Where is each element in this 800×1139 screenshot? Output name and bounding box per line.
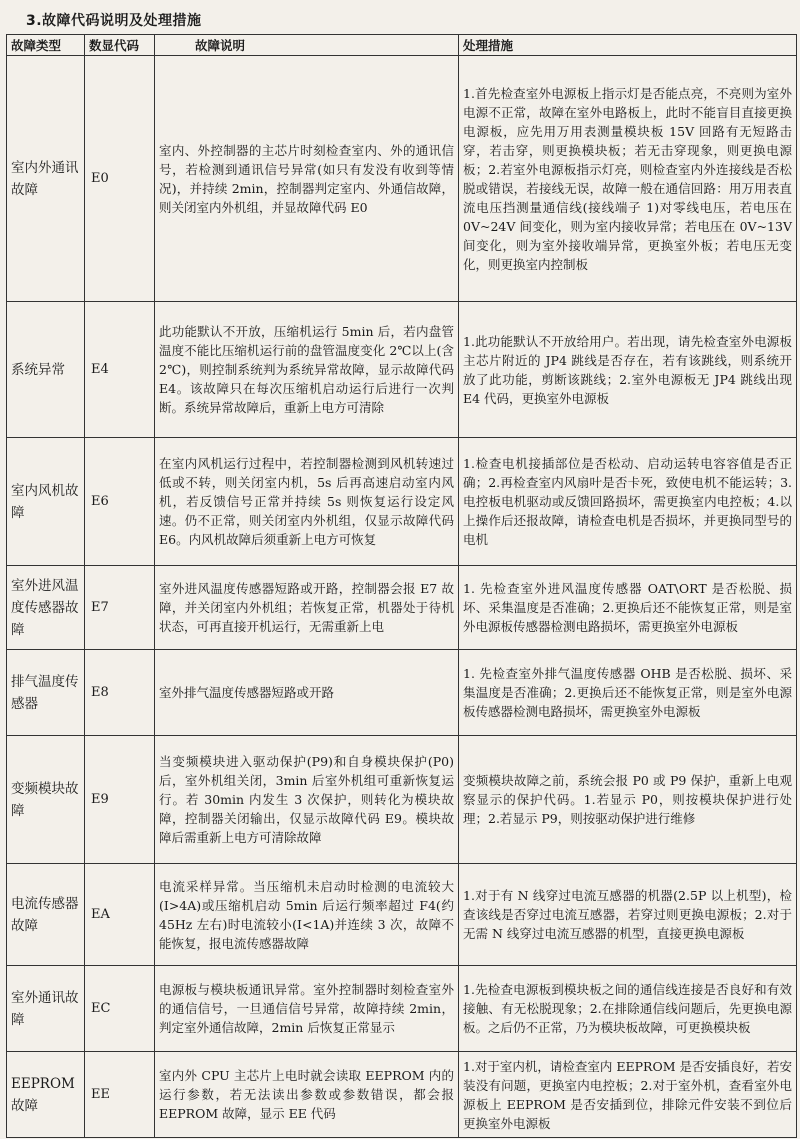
table-row [7, 438, 797, 566]
fault-code-cell: E6 [85, 438, 155, 566]
table-header-row [7, 35, 797, 56]
table-row [7, 56, 797, 302]
table-row [7, 966, 797, 1052]
table-row [7, 1052, 797, 1138]
fault-description-cell: 在室内风机运行过程中，若控制器检测到风机转速过低或不转，则关闭室内机，5s 后再高速启动室内风机，若反馈信号正常并持续 5s 则恢复运行设定风速。仍不正常，则关闭室内外机组，仅显示故障代码 E6。内风机故障后须重新上电方可恢复 [155, 438, 459, 566]
fault-description-cell: 室外进风温度传感器短路或开路，控制器会报 E7 故障，并关闭室内外机组；若恢复正常，机器处于待机状态，可再直接开机运行，无需重新上电 [155, 566, 459, 650]
fault-description-cell: 当变频模块进入驱动保护(P9)和自身模块保护(P0)后，室外机组关闭，3min 后室外机组可重新恢复运行。若 30min 内发生 3 次保护，则转化为模块故障，控制器关闭输出，仅显示故障代码 E9。模块故障后需重新上电方可清除故障 [155, 736, 459, 864]
handling-measures-cell: 1.首先检查室外电源板上指示灯是否能点亮，不亮则为室外电源不正常，故障在室外电路板上，此时不能盲目直接更换电源板，应先用万用表测量模块板 15V 回路有无短路击穿，若击穿，则更换模块板；若无击穿现象，则更换电源板；2.若室外电源板指示灯亮，则检查室内外连接线是否松脱或错误，若接线无误，故障一般在通信回路：用万用表直流电压挡测量通信线(接线端子 1)对零线电压，若电压在 0V~24V 间变化，则为室内接收异常；若电压在 0V~13V 间变化，则为室外接收端异常，更换室外板；若电压无变化，则更换室内控制板 [459, 56, 797, 302]
handling-measures-cell: 1.检查电机接插部位是否松动、启动运转电容容值是否正确；2.再检查室内风扇叶是否卡死，致使电机不能运转；3. 电控板电机驱动或反馈回路损坏，需更换室内电控板；4.以上操作后还报故障，请检查电机是否损坏，并更换同型号的电机 [459, 438, 797, 566]
page-title: 3.故障代码说明及处理措施 [26, 13, 202, 29]
fault-type-cell: 室内外通讯故障 [7, 56, 85, 302]
fault-code-cell: EA [85, 864, 155, 966]
header-fault-type: 故障类型 [7, 35, 85, 56]
handling-measures-cell: 1.对于室内机，请检查室内 EEPROM 是否安插良好，若安装没有问题，更换室内电控板；2.对于室外机，查看室外电源板上 EEPROM 是否安插到位，排除元件安装不到位后更换室外电源板 [459, 1052, 797, 1138]
table-row [7, 736, 797, 864]
header-fault-description: 故障说明 [155, 35, 459, 56]
fault-code-table [6, 34, 797, 1138]
fault-code-cell: E4 [85, 302, 155, 438]
fault-description-cell: 电源板与模块板通讯异常。室外控制器时刻检查室外的通信信号，一旦通信信号异常，故障持续 2min，判定室外通信故障，2min 后恢复正常显示 [155, 966, 459, 1052]
fault-description-cell: 此功能默认不开放，压缩机运行 5min 后，若内盘管温度不能比压缩机运行前的盘管温度变化 2℃以上(含 2℃)，则控制系统判为系统异常故障，显示故障代码 E4。该故障只在每次压缩机启动运行后进行一次判断。系统异常故障后，重新上电方可清除 [155, 302, 459, 438]
header-display-code: 数显代码 [85, 35, 155, 56]
fault-code-cell: EE [85, 1052, 155, 1138]
fault-code-cell: E7 [85, 566, 155, 650]
fault-type-cell: 室内风机故障 [7, 438, 85, 566]
handling-measures-cell: 1. 先检查室外进风温度传感器 OAT\ORT 是否松脱、损坏、采集温度是否准确；2.更换后还不能恢复正常，则是室外电源板传感器检测电路损坏，需更换室外电源板 [459, 566, 797, 650]
fault-code-cell: EC [85, 966, 155, 1052]
fault-type-cell: 排气温度传感器 [7, 650, 85, 736]
table-row [7, 864, 797, 966]
fault-type-cell: 室外通讯故障 [7, 966, 85, 1052]
table-row [7, 566, 797, 650]
table-row [7, 302, 797, 438]
fault-type-cell: 电流传感器故障 [7, 864, 85, 966]
fault-type-cell: EEPROM 故障 [7, 1052, 85, 1138]
handling-measures-cell: 1.此功能默认不开放给用户。若出现，请先检查室外电源板主芯片附近的 JP4 跳线是否存在，若有该跳线，则系统开放了此功能，剪断该跳线；2.室外电源板无 JP4 跳线出现 E4 代码，更换室外电源板 [459, 302, 797, 438]
fault-type-cell: 室外进风温度传感器故障 [7, 566, 85, 650]
header-handling-measures: 处理措施 [459, 35, 797, 56]
handling-measures-cell: 1. 先检查室外排气温度传感器 OHB 是否松脱、损坏、采集温度是否准确；2.更换后还不能恢复正常，则是室外电源板传感器检测电路损坏，需更换室外电源板 [459, 650, 797, 736]
handling-measures-cell: 变频模块故障之前，系统会报 P0 或 P9 保护，重新上电观察显示的保护代码。1.若显示 P0，则按模块保护进行处理；2.若显示 P9，则按驱动保护进行维修 [459, 736, 797, 864]
fault-description-cell: 室外排气温度传感器短路或开路 [155, 650, 459, 736]
fault-type-cell: 变频模块故障 [7, 736, 85, 864]
handling-measures-cell: 1.对于有 N 线穿过电流互感器的机器(2.5P 以上机型)，检查该线是否穿过电流互感器，若穿过则更换电源板；2.对于无需 N 线穿过电流互感器的机型，直接更换电源板 [459, 864, 797, 966]
fault-description-cell: 室内外 CPU 主芯片上电时就会读取 EEPROM 内的运行参数，若无法读出参数或参数错误，都会报 EEPROM 故障，显示 EE 代码 [155, 1052, 459, 1138]
fault-description-cell: 电流采样异常。当压缩机未启动时检测的电流较大(I>4A)或压缩机启动 5min 后运行频率超过 F4(约 45Hz 左右)时电流较小(I<1A)并连续 3 次，故障不能恢复，报电流传感器故障 [155, 864, 459, 966]
fault-code-cell: E8 [85, 650, 155, 736]
fault-code-cell: E9 [85, 736, 155, 864]
fault-type-cell: 系统异常 [7, 302, 85, 438]
fault-code-cell: E0 [85, 56, 155, 302]
fault-description-cell: 室内、外控制器的主芯片时刻检查室内、外的通讯信号，若检测到通讯信号异常(如只有发没有收到等情况)，并持续 2min，控制器判定室内、外通信故障，则关闭室内外机组，并显故障代码 E0 [155, 56, 459, 302]
table-row [7, 650, 797, 736]
handling-measures-cell: 1.先检查电源板到模块板之间的通信线连接是否良好和有效接触、有无松脱现象；2.在排除通信线问题后，先更换电源板。之后仍不正常，乃为模块板故障，可更换模块板 [459, 966, 797, 1052]
